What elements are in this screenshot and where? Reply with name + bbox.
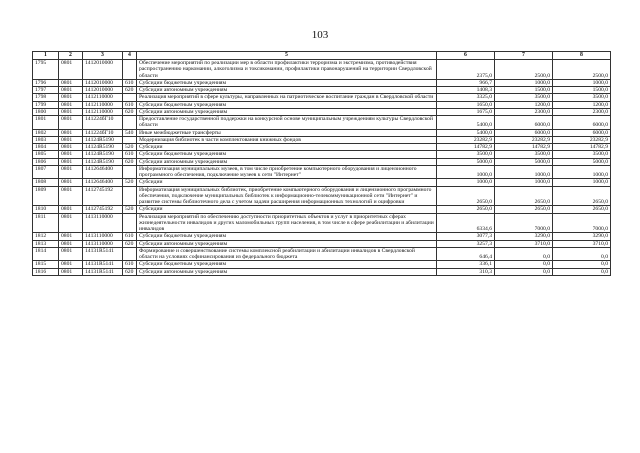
section-code-cell: 0801 <box>59 268 83 275</box>
amount-year1-cell: 1675,0 <box>437 108 495 115</box>
amount-year2-cell: 1500,0 <box>495 87 553 94</box>
table-row <box>33 179 611 186</box>
amount-year2-cell: 1000,0 <box>495 179 553 186</box>
target-article-cell: 14131R5141 <box>83 261 123 268</box>
amount-year3-cell: 7000,0 <box>553 213 611 233</box>
row-number-cell: 1813 <box>33 240 59 247</box>
expense-type-cell: 520 <box>123 179 137 186</box>
section-code-cell: 0801 <box>59 206 83 213</box>
section-code-cell: 0801 <box>59 213 83 233</box>
target-article-cell: 14124R5190 <box>83 144 123 151</box>
amount-year1-cell: 3077,3 <box>437 233 495 240</box>
header-cell: 2 <box>59 52 83 60</box>
table-row <box>33 151 611 158</box>
row-number-cell: 1797 <box>33 87 59 94</box>
amount-year3-cell: 3710,0 <box>553 240 611 247</box>
expense-type-cell: 520 <box>123 144 137 151</box>
page-number: 103 <box>311 29 329 41</box>
row-number-cell: 1795 <box>33 60 59 80</box>
expense-type-cell: 620 <box>123 87 137 94</box>
amount-year2-cell: 14782,9 <box>495 144 553 151</box>
section-code-cell: 0801 <box>59 129 83 136</box>
target-article-cell: 1412110000 <box>83 101 123 108</box>
amount-year1-cell: 646,4 <box>437 247 495 261</box>
row-number-cell: 1796 <box>33 79 59 86</box>
header-cell: 3 <box>83 52 123 60</box>
amount-year3-cell: 2650,0 <box>553 186 611 206</box>
section-code-cell: 0801 <box>59 79 83 86</box>
description-cell: Субсидии <box>137 179 437 186</box>
expense-type-cell <box>123 116 137 130</box>
expense-type-cell <box>123 247 137 261</box>
description-cell: Субсидии автономным учреждениям <box>137 158 437 165</box>
target-article-cell: 1412010000 <box>83 87 123 94</box>
description-cell: Обеспечение мероприятий по реализации мер в области профилактики терроризма и экстремизма, противодействия распространению наркомании, алкоголизма и токсикомании, профилактики правонарушений на территории Свердловской области <box>137 60 437 80</box>
table-row <box>33 116 611 130</box>
amount-year1-cell: 23282,9 <box>437 136 495 143</box>
section-code-cell: 0801 <box>59 87 83 94</box>
amount-year1-cell: 3500,0 <box>437 151 495 158</box>
amount-year2-cell: 2500,0 <box>495 60 553 80</box>
expense-type-cell: 610 <box>123 151 137 158</box>
amount-year3-cell: 3500,0 <box>553 151 611 158</box>
amount-year2-cell: 3710,0 <box>495 240 553 247</box>
section-code-cell: 0801 <box>59 101 83 108</box>
section-code-cell: 0801 <box>59 186 83 206</box>
row-number-cell: 1815 <box>33 261 59 268</box>
section-code-cell: 0801 <box>59 60 83 80</box>
amount-year3-cell: 3500,0 <box>553 94 611 101</box>
description-cell: Модернизация библиотек в части комплектования книжных фондов <box>137 136 437 143</box>
row-number-cell: 1814 <box>33 247 59 261</box>
target-article-cell: 1412745192 <box>83 186 123 206</box>
amount-year1-cell: 2375,0 <box>437 60 495 80</box>
table-row <box>33 108 611 115</box>
amount-year1-cell: 310,3 <box>437 268 495 275</box>
table-row <box>33 213 611 233</box>
section-code-cell: 0801 <box>59 247 83 261</box>
table-row <box>33 233 611 240</box>
expense-type-cell: 520 <box>123 206 137 213</box>
table-body <box>33 60 611 276</box>
table-row <box>33 129 611 136</box>
amount-year1-cell: 14782,9 <box>437 144 495 151</box>
amount-year3-cell: 2300,0 <box>553 108 611 115</box>
expense-type-cell <box>123 94 137 101</box>
amount-year3-cell: 1000,0 <box>553 79 611 86</box>
description-cell: Формирование и совершенствование системы комплексной реабилитации и абилитации инвалидов в Свердловской области на условиях софинансирования из федерального бюджета <box>137 247 437 261</box>
expense-type-cell: 620 <box>123 108 137 115</box>
amount-year1-cell: 2650,0 <box>437 206 495 213</box>
amount-year2-cell: 2650,0 <box>495 206 553 213</box>
target-article-cell: 14124R5190 <box>83 151 123 158</box>
table-row <box>33 240 611 247</box>
amount-year2-cell: 3500,0 <box>495 151 553 158</box>
expense-type-cell: 620 <box>123 158 137 165</box>
table-row <box>33 60 611 80</box>
row-number-cell: 1801 <box>33 116 59 130</box>
header-cell: 6 <box>437 52 495 60</box>
amount-year3-cell: 1200,0 <box>553 101 611 108</box>
target-article-cell: 1413110000 <box>83 240 123 247</box>
header-cell: 8 <box>553 52 611 60</box>
section-code-cell: 0801 <box>59 179 83 186</box>
amount-year3-cell: 5000,0 <box>553 158 611 165</box>
amount-year2-cell: 6000,0 <box>495 116 553 130</box>
amount-year1-cell: 3325,0 <box>437 94 495 101</box>
section-code-cell: 0801 <box>59 136 83 143</box>
amount-year2-cell: 7000,0 <box>495 213 553 233</box>
row-number-cell: 1804 <box>33 144 59 151</box>
target-article-cell: 1413110000 <box>83 213 123 233</box>
amount-year1-cell: 5400,0 <box>437 129 495 136</box>
expense-type-cell: 540 <box>123 129 137 136</box>
description-cell: Информатизация муниципальных музеев, в том числе приобретение компьютерного оборудования и лицензионного программного обеспечения, подключение музеев к сети "Интернет" <box>137 165 437 179</box>
amount-year2-cell: 3290,0 <box>495 233 553 240</box>
description-cell: Реализация мероприятий по обеспечению доступности приоритетных объектов и услуг в приоритетных сферах жизнедеятельности инвалидов и других маломобильных групп населения, в том числе в сфере реабилитации и абилитации инвалидов <box>137 213 437 233</box>
target-article-cell: 14131R5141 <box>83 268 123 275</box>
table-header-row <box>33 52 611 60</box>
row-number-cell: 1809 <box>33 186 59 206</box>
amount-year3-cell: 2500,0 <box>553 60 611 80</box>
expense-type-cell <box>123 186 137 206</box>
amount-year3-cell: 0,0 <box>553 247 611 261</box>
amount-year1-cell: 3257,3 <box>437 240 495 247</box>
description-cell: Субсидии <box>137 206 437 213</box>
description-cell: Информатизация муниципальных библиотек, приобретение компьютерного оборудования и лицензионного программного обеспечения, подключение муниципальных библиотек к информационно-телекоммуникационной сети "Интернет" и развитие системы библиотечного дела с учетом задачи расширения информационных технологий и оцифровки <box>137 186 437 206</box>
header-cell: 4 <box>123 52 137 60</box>
table-row <box>33 144 611 151</box>
description-cell: Субсидии автономным учреждениям <box>137 268 437 275</box>
amount-year1-cell: 336,1 <box>437 261 495 268</box>
amount-year1-cell: 5000,0 <box>437 158 495 165</box>
target-article-cell: 1412745192 <box>83 206 123 213</box>
description-cell: Реализация мероприятий в сфере культуры, направленных на патриотическое воспитание граждан в Свердловской области <box>137 94 437 101</box>
section-code-cell: 0801 <box>59 151 83 158</box>
row-number-cell: 1800 <box>33 108 59 115</box>
section-code-cell: 0801 <box>59 233 83 240</box>
target-article-cell: 1412110000 <box>83 94 123 101</box>
amount-year2-cell: 0,0 <box>495 247 553 261</box>
amount-year2-cell: 3500,0 <box>495 94 553 101</box>
description-cell: Иные межбюджетные трансферты <box>137 129 437 136</box>
amount-year3-cell: 14782,9 <box>553 144 611 151</box>
amount-year1-cell: 5400,0 <box>437 116 495 130</box>
table-row <box>33 94 611 101</box>
table-row <box>33 206 611 213</box>
target-article-cell: 14124R5190 <box>83 136 123 143</box>
amount-year3-cell: 23282,9 <box>553 136 611 143</box>
amount-year2-cell: 2650,0 <box>495 186 553 206</box>
expense-type-cell: 620 <box>123 240 137 247</box>
expense-type-cell <box>123 60 137 80</box>
section-code-cell: 0801 <box>59 165 83 179</box>
section-code-cell: 0801 <box>59 240 83 247</box>
amount-year3-cell: 3290,0 <box>553 233 611 240</box>
row-number-cell: 1812 <box>33 233 59 240</box>
amount-year2-cell: 0,0 <box>495 261 553 268</box>
table-row <box>33 268 611 275</box>
amount-year3-cell: 0,0 <box>553 268 611 275</box>
description-cell: Субсидии автономным учреждениям <box>137 108 437 115</box>
target-article-cell: 14124R5190 <box>83 158 123 165</box>
expense-type-cell: 610 <box>123 101 137 108</box>
table-row <box>33 79 611 86</box>
amount-year1-cell: 1000,0 <box>437 179 495 186</box>
row-number-cell: 1798 <box>33 94 59 101</box>
expense-type-cell <box>123 136 137 143</box>
amount-year3-cell: 2650,0 <box>553 206 611 213</box>
amount-year2-cell: 2300,0 <box>495 108 553 115</box>
table-row <box>33 247 611 261</box>
table-row <box>33 186 611 206</box>
expense-type-cell <box>123 213 137 233</box>
row-number-cell: 1816 <box>33 268 59 275</box>
target-article-cell: 1412010000 <box>83 79 123 86</box>
section-code-cell: 0801 <box>59 94 83 101</box>
table-row <box>33 136 611 143</box>
target-article-cell: 1413110000 <box>83 233 123 240</box>
amount-year1-cell: 6334,6 <box>437 213 495 233</box>
amount-year1-cell: 1650,0 <box>437 101 495 108</box>
description-cell: Субсидии бюджетным учреждениям <box>137 261 437 268</box>
section-code-cell: 0801 <box>59 144 83 151</box>
amount-year3-cell: 6000,0 <box>553 116 611 130</box>
amount-year3-cell: 1000,0 <box>553 179 611 186</box>
row-number-cell: 1803 <box>33 136 59 143</box>
amount-year2-cell: 1200,0 <box>495 101 553 108</box>
amount-year3-cell: 0,0 <box>553 261 611 268</box>
table-row <box>33 261 611 268</box>
expense-type-cell: 610 <box>123 261 137 268</box>
row-number-cell: 1799 <box>33 101 59 108</box>
amount-year2-cell: 1000,0 <box>495 165 553 179</box>
target-article-cell: 141224бГ10 <box>83 129 123 136</box>
description-cell: Предоставление государственной поддержки на конкурсной основе муниципальным учреждениям культуры Свердловской области <box>137 116 437 130</box>
amount-year3-cell: 1500,0 <box>553 87 611 94</box>
header-cell: 1 <box>33 52 59 60</box>
expense-type-cell: 610 <box>123 79 137 86</box>
description-cell: Субсидии бюджетным учреждениям <box>137 79 437 86</box>
header-cell: 7 <box>495 52 553 60</box>
section-code-cell: 0801 <box>59 261 83 268</box>
section-code-cell: 0801 <box>59 116 83 130</box>
row-number-cell: 1805 <box>33 151 59 158</box>
section-code-cell: 0801 <box>59 158 83 165</box>
amount-year2-cell: 1000,0 <box>495 79 553 86</box>
description-cell: Субсидии <box>137 144 437 151</box>
target-article-cell: 1412646400 <box>83 179 123 186</box>
target-article-cell: 1412646400 <box>83 165 123 179</box>
table-row <box>33 165 611 179</box>
description-cell: Субсидии автономным учреждениям <box>137 240 437 247</box>
section-code-cell: 0801 <box>59 108 83 115</box>
row-number-cell: 1806 <box>33 158 59 165</box>
expense-type-cell: 620 <box>123 268 137 275</box>
expense-type-cell <box>123 165 137 179</box>
amount-year2-cell: 5000,0 <box>495 158 553 165</box>
table-row <box>33 87 611 94</box>
table-row <box>33 158 611 165</box>
amount-year2-cell: 0,0 <box>495 268 553 275</box>
target-article-cell: 1412110000 <box>83 108 123 115</box>
amount-year2-cell: 23282,9 <box>495 136 553 143</box>
description-cell: Субсидии автономным учреждениям <box>137 87 437 94</box>
row-number-cell: 1807 <box>33 165 59 179</box>
row-number-cell: 1808 <box>33 179 59 186</box>
budget-table <box>32 51 611 276</box>
amount-year1-cell: 2650,0 <box>437 186 495 206</box>
amount-year2-cell: 6000,0 <box>495 129 553 136</box>
amount-year3-cell: 6000,0 <box>553 129 611 136</box>
description-cell: Субсидии бюджетным учреждениям <box>137 151 437 158</box>
expense-type-cell: 610 <box>123 233 137 240</box>
description-cell: Субсидии бюджетным учреждениям <box>137 233 437 240</box>
header-cell: 5 <box>137 52 437 60</box>
row-number-cell: 1810 <box>33 206 59 213</box>
target-article-cell: 1412010000 <box>83 60 123 80</box>
amount-year1-cell: 1408,3 <box>437 87 495 94</box>
amount-year1-cell: 966,7 <box>437 79 495 86</box>
description-cell: Субсидии бюджетным учреждениям <box>137 101 437 108</box>
row-number-cell: 1811 <box>33 213 59 233</box>
amount-year3-cell: 1000,0 <box>553 165 611 179</box>
row-number-cell: 1802 <box>33 129 59 136</box>
amount-year1-cell: 1000,0 <box>437 165 495 179</box>
target-article-cell: 14131R5141 <box>83 247 123 261</box>
target-article-cell: 141224бГ10 <box>83 116 123 130</box>
table-row <box>33 101 611 108</box>
